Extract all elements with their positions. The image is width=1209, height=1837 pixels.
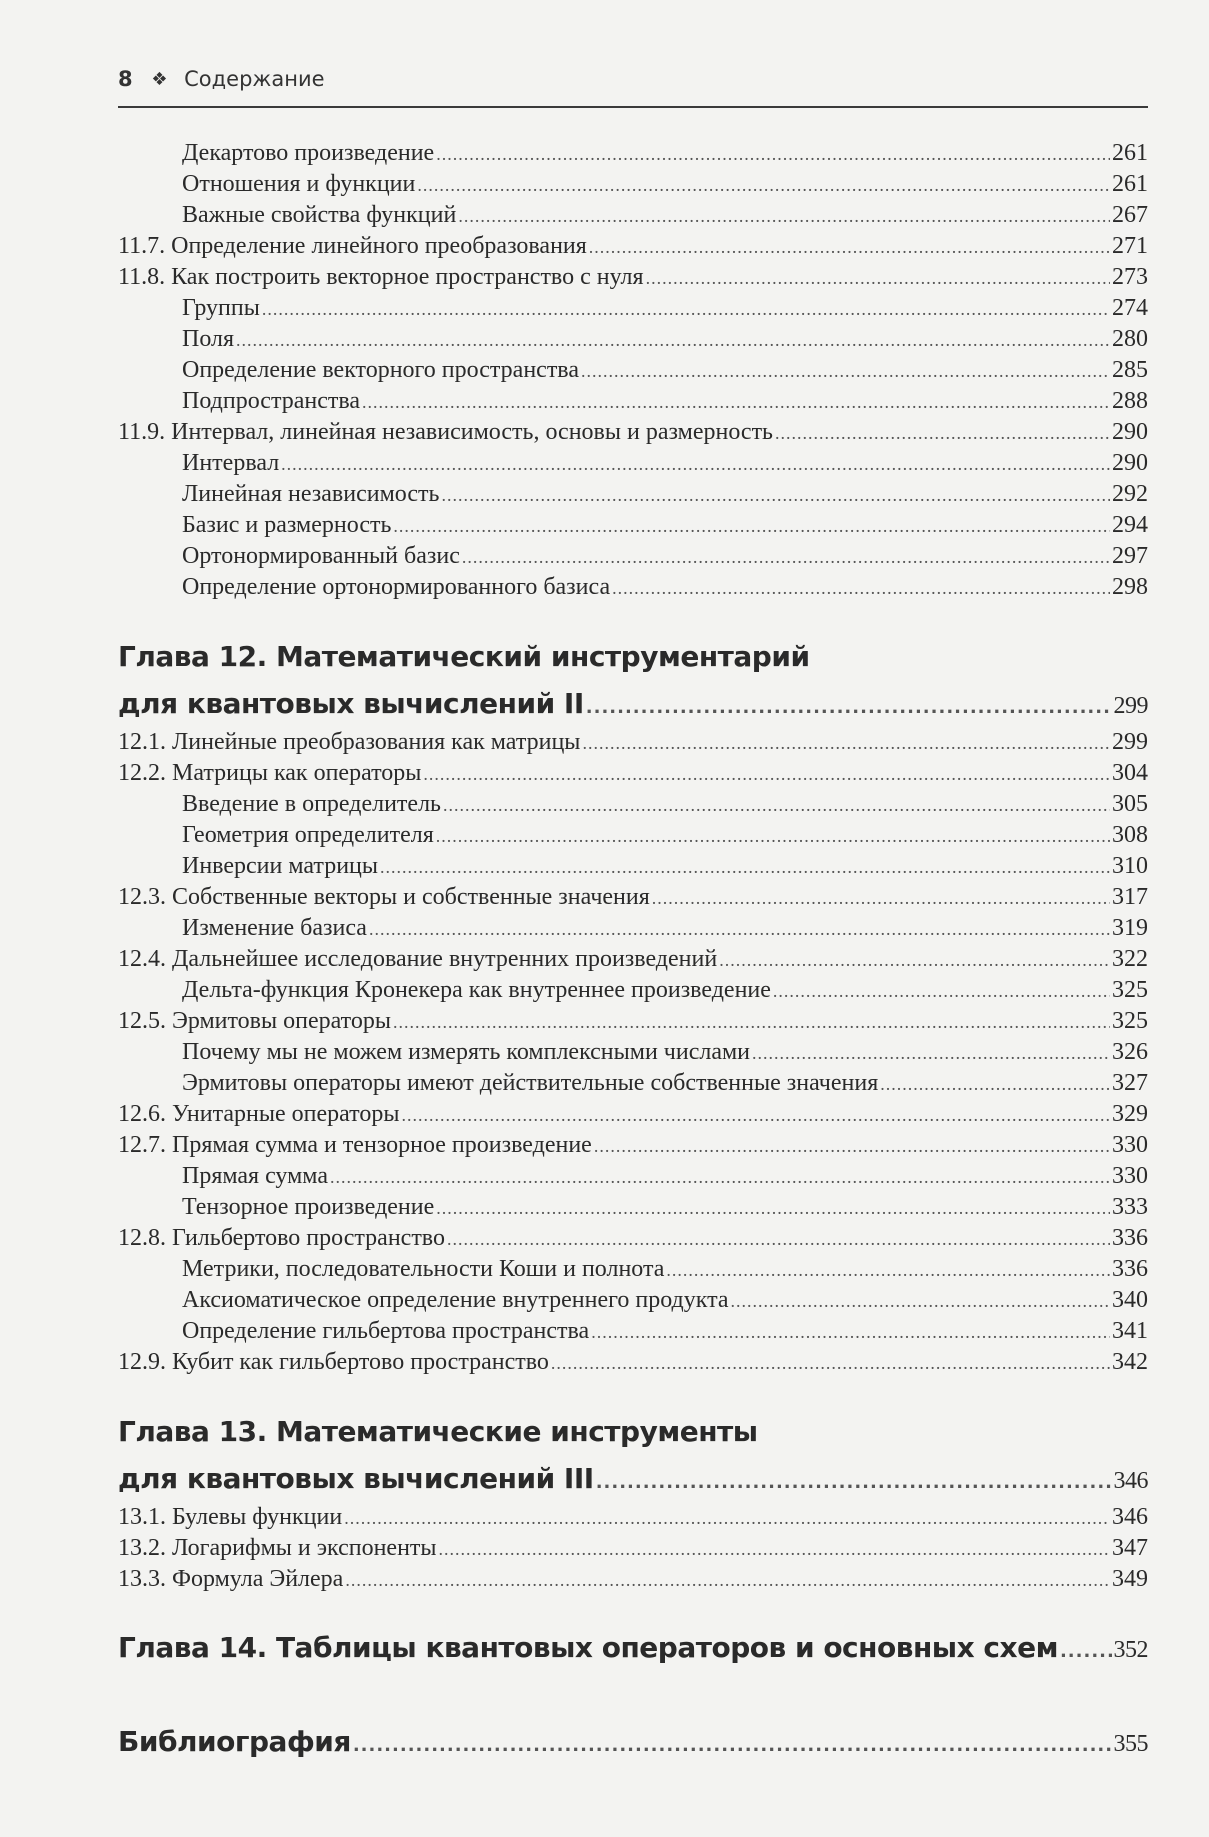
dot-leader: [666, 1255, 1110, 1286]
toc-section[interactable]: [118, 1347, 1148, 1378]
entry-title: Кубит как гильбертово пространство: [172, 1349, 549, 1375]
toc-chapter[interactable]: [118, 633, 1148, 727]
section-number: 12.5.: [118, 1008, 166, 1034]
dot-leader: [880, 1069, 1110, 1100]
dot-leader: [330, 1162, 1110, 1193]
dot-leader: [393, 1007, 1110, 1038]
dot-leader: [458, 201, 1110, 232]
entry-title: Изменение базиса: [182, 915, 367, 941]
dot-leader: [353, 1723, 1112, 1769]
dot-leader: [591, 1317, 1110, 1348]
entry-title: Аксиоматическое определение внутреннего продукта: [182, 1287, 729, 1313]
entry-title: Определение линейного преобразования: [171, 233, 587, 259]
section-number: 13.3.: [118, 1566, 166, 1592]
dot-leader: [646, 263, 1110, 294]
chapter-spacer: [118, 1378, 1148, 1408]
entry-title: Введение в определитель: [182, 791, 441, 817]
section-number: 12.7.: [118, 1132, 166, 1158]
entry-page-number: 292: [1112, 481, 1148, 507]
dot-leader: [752, 1038, 1110, 1069]
toc-subsection[interactable]: [118, 913, 1148, 944]
dot-leader: [589, 232, 1110, 263]
entry-title: Подпространства: [182, 388, 361, 414]
entry-page-number: 319: [1112, 915, 1148, 941]
toc-section[interactable]: [118, 1564, 1148, 1595]
toc-section[interactable]: [118, 1006, 1148, 1037]
section-number: 13.2.: [118, 1535, 166, 1561]
dot-leader: [436, 821, 1110, 852]
dot-leader: [344, 1503, 1110, 1534]
entry-page-number: 347: [1112, 1535, 1148, 1561]
chapter-page-number: 346: [1113, 1468, 1148, 1494]
entry-page-number: 325: [1112, 1008, 1148, 1034]
dot-leader: [582, 728, 1110, 759]
toc-section[interactable]: [118, 882, 1148, 913]
toc-section[interactable]: [118, 417, 1148, 448]
entry-page-number: 329: [1112, 1101, 1148, 1127]
dot-leader: [612, 573, 1110, 604]
toc-section[interactable]: [118, 1533, 1148, 1564]
toc-subsection[interactable]: [118, 355, 1148, 386]
chapter-title-row: [118, 1625, 1148, 1671]
section-title: Содержание: [184, 67, 325, 91]
dot-leader: [775, 418, 1110, 449]
toc-subsection[interactable]: [118, 1161, 1148, 1192]
toc-section[interactable]: [118, 1099, 1148, 1130]
dot-leader: [719, 945, 1110, 976]
toc-chapter[interactable]: [118, 1408, 1148, 1502]
section-number: 12.1.: [118, 729, 166, 755]
toc-subsection[interactable]: [118, 510, 1148, 541]
dot-leader: [393, 511, 1110, 542]
toc-subsection[interactable]: [118, 1254, 1148, 1285]
dot-leader: [1060, 1629, 1112, 1675]
page-number: 8: [118, 67, 133, 91]
chapter-spacer: [118, 603, 1148, 633]
dot-leader: [423, 759, 1110, 790]
chapter-title-row: [118, 1456, 1148, 1502]
toc-subsection[interactable]: [118, 975, 1148, 1006]
section-number: 12.6.: [118, 1101, 166, 1127]
running-header: [118, 66, 1148, 108]
entry-title: Собственные векторы и собственные значения: [172, 884, 650, 910]
dot-leader: [345, 1565, 1110, 1596]
toc-subsection[interactable]: [118, 479, 1148, 510]
entry-page-number: 330: [1112, 1163, 1148, 1189]
entry-title: Прямая сумма: [182, 1163, 328, 1189]
toc-subsection[interactable]: [118, 541, 1148, 572]
entry-page-number: 317: [1112, 884, 1148, 910]
entry-title: Дельта-функция Кронекера как внутреннее произведение: [182, 977, 771, 1003]
section-number: 11.9.: [118, 419, 166, 445]
dot-leader: [439, 1534, 1110, 1565]
toc-subsection[interactable]: [118, 1192, 1148, 1223]
entry-title: Важные свойства функций: [182, 202, 457, 228]
entry-page-number: 336: [1112, 1225, 1148, 1251]
dot-leader: [652, 883, 1110, 914]
entry-title: Гильбертово пространство: [172, 1225, 445, 1251]
dot-leader: [447, 1224, 1110, 1255]
chapter-spacer: [118, 1689, 1148, 1719]
entry-page-number: 290: [1112, 450, 1148, 476]
section-number: 12.4.: [118, 946, 166, 972]
entry-title: Базис и размерность: [182, 512, 392, 538]
entry-title: Дальнейшее исследование внутренних произведений: [172, 946, 718, 972]
toc-subsection[interactable]: [118, 789, 1148, 820]
entry-page-number: 305: [1112, 791, 1148, 817]
entry-page-number: 325: [1112, 977, 1148, 1003]
toc-subsection[interactable]: [118, 1316, 1148, 1347]
dot-leader: [380, 852, 1110, 883]
entry-title: Матрицы как операторы: [172, 760, 422, 786]
toc-section[interactable]: [118, 1502, 1148, 1533]
dot-leader: [436, 1193, 1110, 1224]
entry-title: Ортонормированный базис: [182, 543, 460, 569]
entry-title: Тензорное произведение: [182, 1194, 435, 1220]
chapter-page-number: 355: [1113, 1731, 1148, 1757]
entry-title: Как построить векторное пространство с нуля: [171, 264, 644, 290]
entry-title: Линейная независимость: [182, 481, 440, 507]
toc-section[interactable]: [118, 1130, 1148, 1161]
entry-title: Геометрия определителя: [182, 822, 434, 848]
dot-leader: [462, 542, 1110, 573]
toc-subsection[interactable]: [118, 200, 1148, 231]
entry-page-number: 310: [1112, 853, 1148, 879]
entry-page-number: 346: [1112, 1504, 1148, 1530]
entry-page-number: 267: [1112, 202, 1148, 228]
dot-leader: [436, 139, 1110, 170]
chapter-spacer: [118, 1595, 1148, 1625]
dot-leader: [281, 449, 1110, 480]
entry-page-number: 333: [1112, 1194, 1148, 1220]
entry-page-number: 261: [1112, 140, 1148, 166]
chapter-page-number: 352: [1113, 1637, 1148, 1663]
dot-leader: [596, 1460, 1112, 1506]
toc-subsection[interactable]: [118, 1285, 1148, 1316]
entry-title: Эрмитовы операторы имеют действительные собственные значения: [182, 1070, 879, 1096]
entry-title: Группы: [182, 295, 260, 321]
entry-title: Интервал, линейная независимость, основы и размерность: [171, 419, 773, 445]
entry-page-number: 308: [1112, 822, 1148, 848]
entry-page-number: 274: [1112, 295, 1148, 321]
entry-title: Логарифмы и экспоненты: [172, 1535, 437, 1561]
entry-page-number: 330: [1112, 1132, 1148, 1158]
dot-leader: [581, 356, 1110, 387]
section-number: 11.7.: [118, 233, 166, 259]
section-number: 13.1.: [118, 1504, 166, 1530]
entry-title: Булевы функции: [172, 1504, 343, 1530]
chapter-title-row: [118, 681, 1148, 727]
chapter-title-line1: Глава 12. Математический инструментарий: [118, 640, 810, 673]
entry-title: Определение ортонормированного базиса: [182, 574, 611, 600]
dot-leader: [362, 387, 1110, 418]
table-of-contents: [118, 138, 1148, 1783]
entry-title: Отношения и функции: [182, 171, 416, 197]
entry-page-number: 340: [1112, 1287, 1148, 1313]
dot-leader: [731, 1286, 1110, 1317]
entry-title: Почему мы не можем измерять комплексными числами: [182, 1039, 751, 1065]
dot-leader: [586, 685, 1112, 731]
entry-page-number: 304: [1112, 760, 1148, 786]
chapter-title-line1: Глава 13. Математические инструменты: [118, 1415, 758, 1448]
toc-section[interactable]: [118, 758, 1148, 789]
toc-chapter[interactable]: [118, 1625, 1148, 1671]
toc-subsection[interactable]: [118, 293, 1148, 324]
section-number: 12.9.: [118, 1349, 166, 1375]
toc-section[interactable]: [118, 944, 1148, 975]
entry-page-number: 271: [1112, 233, 1148, 259]
entry-title: Линейные преобразования как матрицы: [172, 729, 581, 755]
entry-title: Определение гильбертова пространства: [182, 1318, 590, 1344]
ornament-icon: ❖: [151, 68, 168, 90]
dot-leader: [417, 170, 1110, 201]
dot-leader: [401, 1100, 1110, 1131]
dot-leader: [236, 325, 1110, 356]
toc-subsection[interactable]: [118, 820, 1148, 851]
toc-subsection[interactable]: [118, 448, 1148, 479]
entry-page-number: 285: [1112, 357, 1148, 383]
dot-leader: [551, 1348, 1110, 1379]
toc-section[interactable]: [118, 231, 1148, 262]
toc-section[interactable]: [118, 262, 1148, 293]
entry-title: Инверсии матрицы: [182, 853, 379, 879]
entry-page-number: 261: [1112, 171, 1148, 197]
entry-page-number: 336: [1112, 1256, 1148, 1282]
section-number: 12.3.: [118, 884, 166, 910]
entry-page-number: 273: [1112, 264, 1148, 290]
toc-section[interactable]: [118, 727, 1148, 758]
dot-leader: [262, 294, 1110, 325]
entry-page-number: 294: [1112, 512, 1148, 538]
entry-title: Метрики, последовательности Коши и полнота: [182, 1256, 665, 1282]
entry-page-number: 342: [1112, 1349, 1148, 1375]
toc-subsection[interactable]: [118, 386, 1148, 417]
toc-subsection[interactable]: [118, 169, 1148, 200]
dot-leader: [369, 914, 1110, 945]
entry-title: Определение векторного пространства: [182, 357, 579, 383]
section-number: 11.8.: [118, 264, 166, 290]
chapter-title-line2: для квантовых вычислений II: [118, 687, 584, 720]
entry-page-number: 280: [1112, 326, 1148, 352]
toc-subsection[interactable]: [118, 324, 1148, 355]
section-number: 12.8.: [118, 1225, 166, 1251]
entry-page-number: 299: [1112, 729, 1148, 755]
dot-leader: [441, 480, 1110, 511]
chapter-title-line2: Библиография: [118, 1725, 351, 1758]
entry-page-number: 326: [1112, 1039, 1148, 1065]
entry-page-number: 327: [1112, 1070, 1148, 1096]
dot-leader: [443, 790, 1110, 821]
entry-title: Эрмитовы операторы: [172, 1008, 391, 1034]
entry-page-number: 349: [1112, 1566, 1148, 1592]
entry-page-number: 341: [1112, 1318, 1148, 1344]
entry-page-number: 298: [1112, 574, 1148, 600]
entry-title: Поля: [182, 326, 235, 352]
dot-leader: [773, 976, 1110, 1007]
chapter-spacer-after: [118, 1671, 1148, 1689]
entry-page-number: 322: [1112, 946, 1148, 972]
toc-chapter[interactable]: [118, 1719, 1148, 1765]
toc-subsection[interactable]: [118, 572, 1148, 603]
toc-subsection[interactable]: [118, 138, 1148, 169]
chapter-title-line2: Глава 14. Таблицы квантовых операторов и основных схем: [118, 1631, 1058, 1664]
entry-page-number: 297: [1112, 543, 1148, 569]
entry-page-number: 290: [1112, 419, 1148, 445]
toc-subsection[interactable]: [118, 851, 1148, 882]
section-number: 12.2.: [118, 760, 166, 786]
chapter-page-number: 299: [1113, 693, 1148, 719]
entry-title: Прямая сумма и тензорное произведение: [172, 1132, 592, 1158]
entry-title: Декартово произведение: [182, 140, 435, 166]
chapter-title-line2: для квантовых вычислений III: [118, 1462, 594, 1495]
chapter-title-row: [118, 1719, 1148, 1765]
toc-subsection[interactable]: [118, 1068, 1148, 1099]
toc-subsection[interactable]: [118, 1037, 1148, 1068]
entry-page-number: 288: [1112, 388, 1148, 414]
entry-title: Унитарные операторы: [172, 1101, 400, 1127]
dot-leader: [594, 1131, 1110, 1162]
toc-section[interactable]: [118, 1223, 1148, 1254]
entry-title: Интервал: [182, 450, 280, 476]
entry-title: Формула Эйлера: [172, 1566, 344, 1592]
